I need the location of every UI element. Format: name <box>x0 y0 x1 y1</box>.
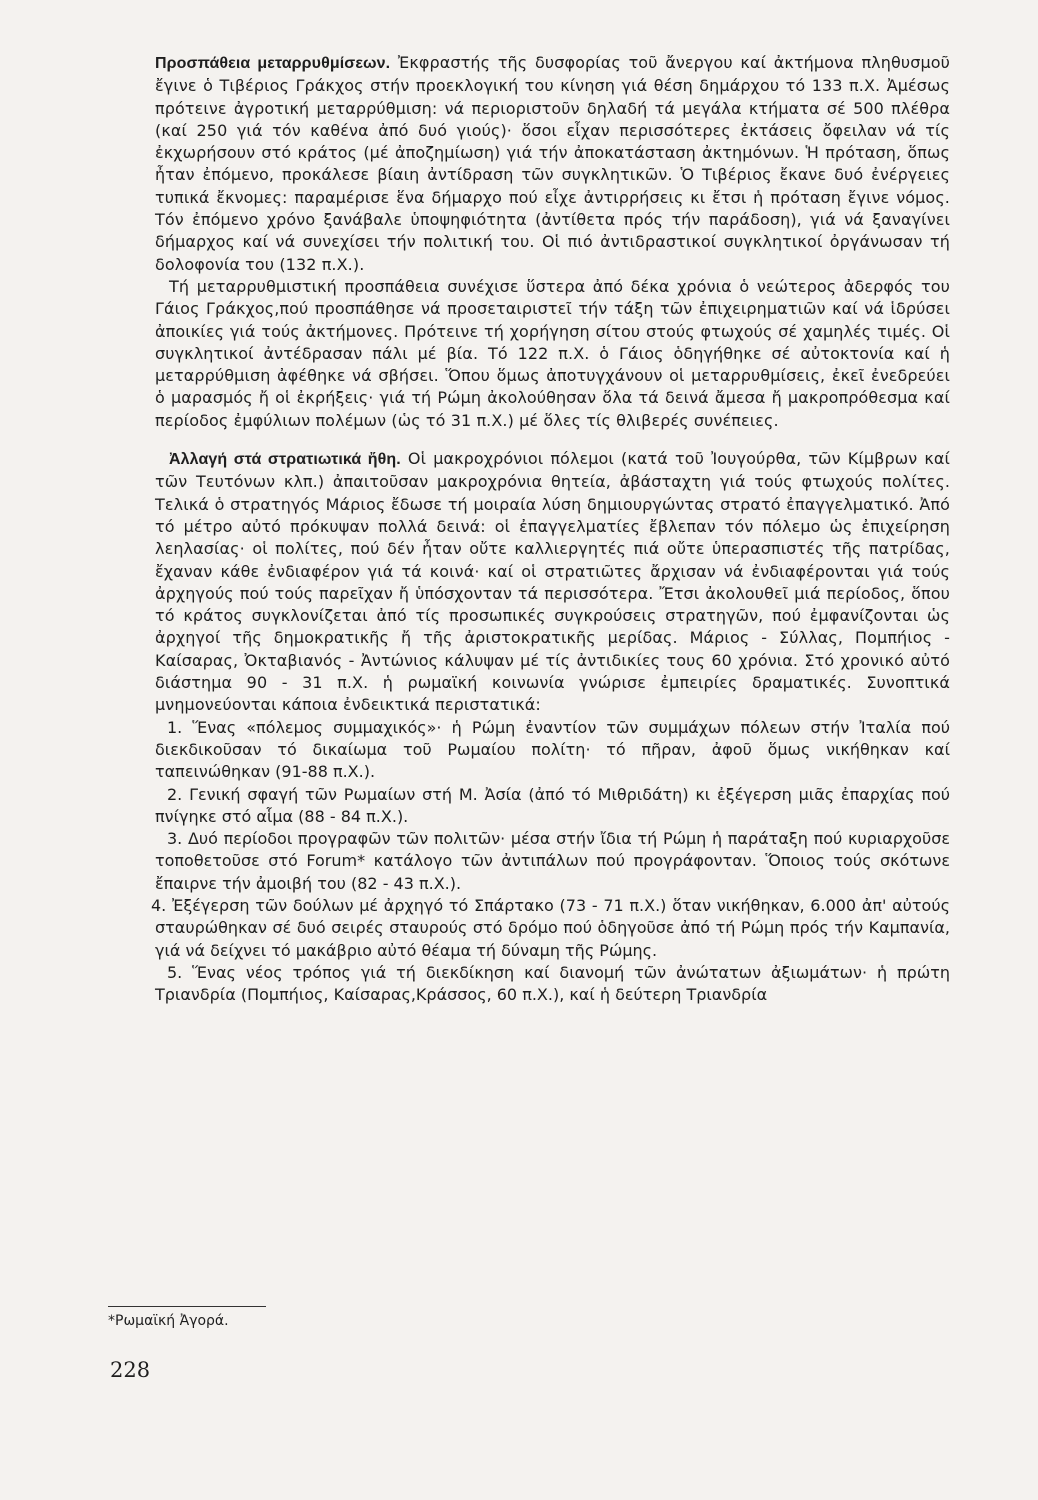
footnote: *Ρωμαϊκή Ἀγορά. <box>108 1313 229 1329</box>
paragraph-reforms <box>155 52 950 276</box>
list-item: 5. Ἕνας νέος τρόπος γιά τή διεκδίκηση καί διανομή τῶν ἀνώτατων ἀξιωμάτων· ἡ πρώτη Τριανδρία (Πομπήιος, Καίσαρας,Κράσσος, 60 π.Χ.), καί ἡ δεύτερη Τριανδρία <box>155 962 950 1005</box>
list-item: 1. Ἕνας «πόλεμος συμμαχικός»· ἡ Ρώμη ἐναντίον τῶν συμμάχων πόλεων στήν Ἰταλία πού διεκδικοῦσαν τό δικαίωμα τοῦ Ρωμαίου πολίτη· τό πῆραν, ἀφοῦ ὅμως νικήθηκαν καί ταπεινώθηκαν (91-88 π.Χ.). <box>155 717 950 782</box>
paragraph-military <box>155 448 950 717</box>
paragraph-text: Ἐκφραστής τῆς δυσφορίας τοῦ ἄνεργου καί ἀκτήμονα πληθυσμοῦ ἔγινε ὁ Τιβέριος Γράκχος στήν προεκλογική του κίνηση γιά θέση δημάρχου τό 133 π.Χ. Ἀμέσως πρότεινε ἀγροτική μεταρρύθμιση: νά περιοριστοῦν δηλαδή τά μεγάλα κτήματα σέ 500 πλέθρα (καί 250 γιά τόν καθένα ἀπό δυό γιούς)· ὅσοι εἶχαν περισσότερες ἐκτάσεις ὄφειλαν νά τίς ἐκχωρήσουν στό κράτος (μέ ἀποζημίωση) γιά τήν ἀποκατάσταση ἀκτημόνων. Ἡ πρόταση, ὅπως ἦταν ἐπόμενο, προκάλεσε βίαιη ἀντίδραση τῶν συγκλητικῶν. Ὁ Τιβέριος ἔκανε δυό ἐνέργειες τυπικά ἔκνομες: παραμέρισε ἕνα δήμαρχο πού εἶχε ἀντιρρήσεις κι ἔτσι ἡ πρόταση ἔγινε νόμος. Τόν ἐπόμενο χρόνο ξανάβαλε ὑποψηφιότητα (ἀντίθετα πρός τήν παράδοση), γιά νά ξαναγίνει δήμαρχος καί νά συνεχίσει τήν πολιτική του. Οἱ πιό ἀντιδραστικοί συγκλητικοί ὀργάνωσαν τή δολοφονία του (132 π.Χ.). <box>155 53 951 274</box>
paragraph-text: Οἱ μακροχρόνιοι πόλεμοι (κατά τοῦ Ἰουγούρθα, τῶν Κίμβρων καί τῶν Τευτόνων κλπ.) ἀπαιτοῦσαν μακροχρόνια θητεία, ἀβάσταχτη γιά τούς φτωχούς πολίτες. Τελικά ὁ στρατηγός Μάριος ἔδωσε τή μοιραία λύση δημιουργώντας στρατό ἐπαγγελματικό. Ἀπό τό μέτρο αὐτό πρόκυψαν πολλά δεινά: οἱ ἐπαγγελματίες ἔβλεπαν τόν πόλεμο ὡς ἐπιχείρηση λεηλασίας· οἱ πολίτες, πού δέν ἦταν οὔτε καλλιεργητές πιά οὔτε ὑπερασπιστές τῆς πατρίδας, ἔχαναν κάθε ἐνδιαφέρον γιά τά κοινά· καί οἱ στρατιῶτες ἄρχισαν νά ἐνδιαφέρονται γιά τούς ἀρχηγούς πού τούς παρεῖχαν ἤ ὑπόσχονταν τά περισσότερα. Ἔτσι ἀκολουθεῖ μιά περίοδος, ὅπου τό κράτος συγκλονίζεται ἀπό τίς προσωπικές συγκρούσεις στρατηγῶν, πού ἐμφανίζονται ὡς ἀρχηγοί τῆς δημοκρατικῆς ἤ τῆς ἀριστοκρατικῆς μερίδας. Μάριος - Σύλλας, Πομπήιος - Καίσαρας, Ὀκταβιανός - Ἀντώνιος κάλυψαν μέ τίς ἀντιδικίες τους 60 χρόνια. Στό χρονικό αὐτό διάστημα 90 - 31 π.Χ. ἡ ρωμαϊκή κοινωνία γνώρισε ἐμπειρίες δραματικές. Συνοπτικά μνημονεύονται κάποια ἐνδεικτικά περιστατικά: <box>155 449 951 715</box>
list-item: 3. Δυό περίοδοι προγραφῶν τῶν πολιτῶν· μέσα στήν ἴδια τή Ρώμη ἡ παράταξη πού κυριαρχοῦσε τοποθετοῦσε στό Forum* κατάλογο τῶν ἀντιπάλων πού προγράφονταν. Ὅποιος τούς σκότωνε ἔπαιρνε τήν ἀμοιβή του (82 - 43 π.Χ.). <box>155 829 950 893</box>
footnote-divider <box>108 1306 266 1307</box>
section-heading-reforms: Προσπάθεια μεταρρυθμίσεων. <box>155 55 391 72</box>
list-item: 2. Γενική σφαγή τῶν Ρωμαίων στή Μ. Ἀσία (ἀπό τό Μιθριδάτη) κι ἐξέγερση μιᾶς ἐπαρχίας πού πνίγηκε στό αἷμα (88 - 84 π.Χ.). <box>155 784 950 826</box>
section-spacer <box>155 432 950 448</box>
page-number: 228 <box>110 1358 151 1382</box>
list-item: 4. Ἐξέγερση τῶν δούλων μέ ἀρχηγό τό Σπάρτακο (73 - 71 π.Χ.) ὅταν νικήθηκαν, 6.000 ἀπ' αὐτούς σταυρώθηκαν σέ δυό σειρές σταυρούς στό δρόμο πού ὁδηγοῦσε ἀπό τή Ρώμη πρός τήν Καμπανία, γιά νά δείχνει τό μακάβριο αὐτό θέαμα τή δύναμη τῆς Ρώμης. <box>151 895 950 960</box>
paragraph-gaius: Τή μεταρρυθμιστική προσπάθεια συνέχισε ὕστερα ἀπό δέκα χρόνια ὁ νεώτερος ἀδερφός του Γάιος Γράκχος,πού προσπάθησε νά προσεταιριστεῖ τήν τάξη τῶν ἐπιχειρηματιῶν καί νά ἱδρύσει ἀποικίες γιά τούς ἀκτήμονες. Πρότεινε τή χορήγηση σίτου στούς φτωχούς σέ χαμηλές τιμές. Οἱ συγκλητικοί ἀντέδρασαν πάλι μέ βία. Τό 122 π.Χ. ὁ Γάιος ὁδηγήθηκε σέ αὐτοκτονία καί ἡ μεταρρύθμιση ἀφέθηκε νά σβήσει. Ὅπου ὅμως ἀποτυγχάνουν οἱ μεταρρυθμίσεις, ἐκεῖ ἐνεδρεύει ὁ μαρασμός ἤ οἱ ἐκρήξεις· γιά τή Ρώμη ἀκολούθησαν ὅλα τά δεινά ἄμεσα ἤ μακροπρόθεσμα καί περίοδος ἐμφύλιων πολέμων (ὡς τό 31 π.Χ.) μέ ὅλες τίς θλιβερές συνέπειες. <box>155 276 950 430</box>
page-body <box>151 52 951 1006</box>
section-heading-military: Ἀλλαγή στά στρατιωτικά ἤθη. <box>169 451 401 469</box>
